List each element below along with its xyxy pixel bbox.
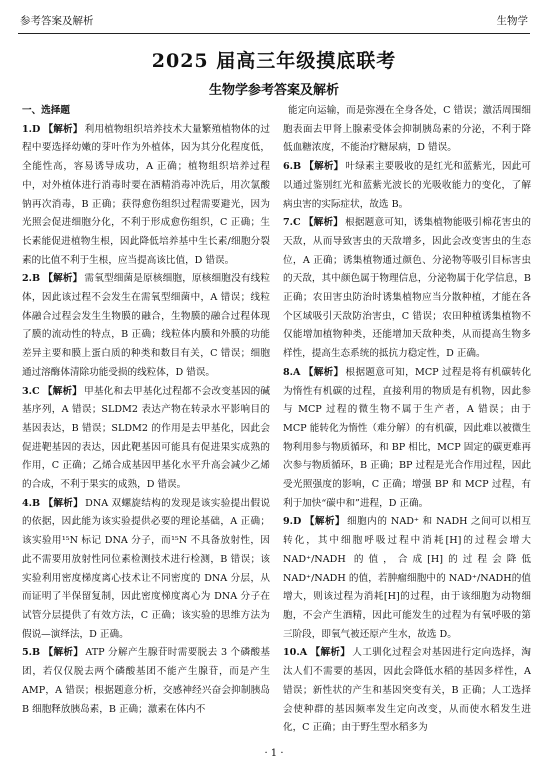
question-explanation	[283, 102, 531, 158]
analysis-tag: 【解析】	[303, 366, 344, 378]
answer-letter: C	[32, 385, 40, 397]
answer-letter: B	[293, 161, 302, 173]
explanation-text: 根据题意可知，诱集植物能吸引棉花害虫的天敌，从而导致害虫的天敌增多，因此会改变害虫的生态位，A 正确；诱集植物通过颜色、分泌物等吸引目标害虫的天敌，其中颜色属于物理信息，分泌物属于化学信息，B 正确；农田害虫防治时诱集植物应当分散种植，才能在各个区域吸引天敌防治害虫，C 错误；农田种植诱集植物不仅能增加植物种类，还能增加天敌种类，从而提高生物多样性，提高生态系统的抵抗力稳定性，D 正确。	[283, 217, 532, 360]
question-number: 3.	[22, 385, 33, 397]
answer-letter: D	[293, 516, 302, 528]
question-explanation	[22, 121, 270, 271]
analysis-tag: 【解析】	[304, 516, 346, 528]
question-explanation	[283, 644, 531, 738]
explanation-text: DNA 双螺旋结构的发现是该实验提出假说的依据，因此能为该实验提供必要的理论基础，A 正确；该实验用¹⁵N 标记 DNA 分子，而¹⁵N 不具备放射性，因此不需要用放射性同位素检测技术进行检测，B 错误；该实验利用密度梯度离心技术让不同密度的 DNA 分层，从而证明了半保留复制，因此密度梯度离心为 DNA 分子在试管分层提供了有效方法，C 正确；该实验的思维方法为假说—演绎法，D 正确。	[22, 497, 270, 640]
question-explanation	[22, 383, 270, 495]
analysis-tag: 【解析】	[43, 273, 83, 285]
question-number: 5.	[22, 647, 33, 659]
explanation-text: 人工驯化过程会对基因进行定向选择，淘汰人们不需要的基因，因此会降低水稻的基因多样性，A 错误；新性状的产生和基因突变有关，B 正确；人工选择会使种群的基因频率发生定向改变，从而使水稻发生进化，C 正确；由于野生型水稻多为	[283, 647, 532, 734]
question-explanation	[283, 158, 531, 214]
answer-letter: B	[32, 497, 41, 509]
header-right: 生物学	[496, 15, 528, 27]
explanation-text: 根据题意可知，MCP 过程是将有机碳转化为惰性有机碳的过程，直接利用的物质是有机物，因此参与 MCP 过程的微生物不属于生产者，A 错误；由于 MCP 能转化为惰性（难分解）的有机碳，因此难以被微生物利用参与物质循环，和 BP 相比，MCP 固定的碳更难再次参与物质循环，B 正确；BP 过程是光合作用过程，因此受光照强度的影响，C 正确；增强 BP 和 MCP 过程，有利于加快“碳中和”进程，D 正确。	[283, 366, 532, 509]
question-number: 10.	[283, 647, 300, 659]
analysis-tag: 【解析】	[43, 497, 84, 509]
analysis-tag: 【解析】	[43, 123, 83, 135]
page-title: 2025 届高三年级摸底联考	[151, 50, 397, 72]
question-explanation	[22, 644, 270, 719]
question-number: 9.	[283, 516, 294, 528]
question-number: 7.	[283, 217, 294, 229]
question-explanation	[22, 270, 270, 382]
question-explanation	[283, 214, 531, 364]
explanation-text: ATP 分解产生腺苷时需要脱去 3 个磷酸基团，若仅仅脱去两个磷酸基团不能产生腺苷，而是产生 AMP，A 错误；根据题意分析，交感神经兴奋会抑制胰岛 B 细胞释放胰岛素，B 正确；激素在体内不	[22, 647, 271, 715]
question-explanation	[283, 513, 531, 644]
page-number: · 1 ·	[264, 748, 284, 759]
header-left: 参考答案及解析	[20, 15, 94, 27]
explanation-text: 甲基化和去甲基化过程都不会改变基因的碱基序列，A 错误；SLDM2 表达产物在转录水平影响目的基因表达，B 错误；SLDM2 的作用是去甲基化，因此会促进靶基因的表达，因此靶基因可能具有促进果实成熟的作用，C 正确；乙烯合成基因甲基化水平升高会减少乙烯的合成，不利于果实的成熟，D 错误。	[22, 385, 271, 491]
question-number: 8.	[283, 366, 294, 378]
question-explanation	[283, 364, 531, 514]
answer-letter: C	[293, 217, 301, 229]
question-number: 2.	[22, 273, 33, 285]
analysis-tag: 【解析】	[310, 647, 351, 659]
explanation-text: 需氧型细菌是原核细胞，原核细胞没有线粒体，因此该过程不会发生在需氧型细菌中，A 错误；线粒体融合过程会发生生物膜的融合，生物膜的融合过程体现了膜的流动性的特点，B 正确；线粒体内膜和外膜的功能差异主要和膜上蛋白质的种类和数目有关，C 错误；细胞通过溶酶体清除功能受损的线粒体，D 错误。	[22, 273, 271, 378]
answer-letter: B	[32, 647, 41, 659]
explanation-text: 叶绿素主要吸收的是红光和蓝紫光，因此可以通过鉴别红光和蓝紫光波长的光吸收能力的变化，了解病虫害的实际症状，故选 B。	[283, 161, 532, 210]
header-rule	[18, 33, 530, 34]
left-column	[22, 102, 270, 719]
answer-letter: A	[299, 647, 308, 659]
explanation-text: 利用植物组织培养技术大量繁殖植物体的过程中要选择幼嫩的芽叶作为外植体，因为其分化程度低，全能性高，容易诱导成功，A 正确；植物组织培养过程中，对外植体进行消毒时要在酒精消毒冲洗后，用次氯酸钠再次消毒，B 正确；获得愈伤组织过程需要避光，因为光照会促进细胞分化，不利于形成愈伤组织，C 正确；生长素能促进植物生根，因此降低培养基中生长素/细胞分裂素的比值不利于生根，应当提高该比值，D 错误。	[22, 123, 271, 266]
explanation-text: 细胞内的 NAD⁺ 和 NADH 之间可以相互转化，其中细胞呼吸过程中消耗[H]的过程会增大 NAD⁺/NADH 的值，合成[H]的过程会降低 NAD⁺/NADH 的值，若肿瘤细胞中的 NAD⁺/NADH的值增大，则该过程为消耗[H]的过程，由于该细胞为动物细胞，不会产生酒精，因此可能发生的过程为有氧呼吸的第三阶段，即氧气被还原产生水，故选 D。	[283, 516, 531, 640]
question-number: 1.	[22, 123, 33, 135]
page-subtitle: 生物学参考答案及解析	[208, 83, 339, 98]
question-explanation	[22, 495, 270, 645]
explanation-text: 能定向运输，而是弥漫在全身各处，C 错误；激活周围细胞表面去甲肾上腺素受体会抑制胰岛素的分泌，不利于降低血糖浓度，不能治疗糖尿病，D 错误。	[283, 105, 531, 154]
answer-letter: B	[32, 273, 41, 285]
question-number: 4.	[22, 497, 33, 509]
answer-letter: D	[32, 123, 41, 135]
analysis-tag: 【解析】	[303, 217, 344, 229]
analysis-tag: 【解析】	[304, 161, 344, 173]
answer-letter: A	[293, 366, 301, 378]
right-column	[283, 102, 531, 738]
analysis-tag: 【解析】	[43, 647, 84, 659]
running-header	[20, 12, 528, 30]
analysis-tag: 【解析】	[42, 385, 83, 397]
question-number: 6.	[283, 161, 294, 173]
section-title: 一、选择题	[22, 105, 70, 116]
